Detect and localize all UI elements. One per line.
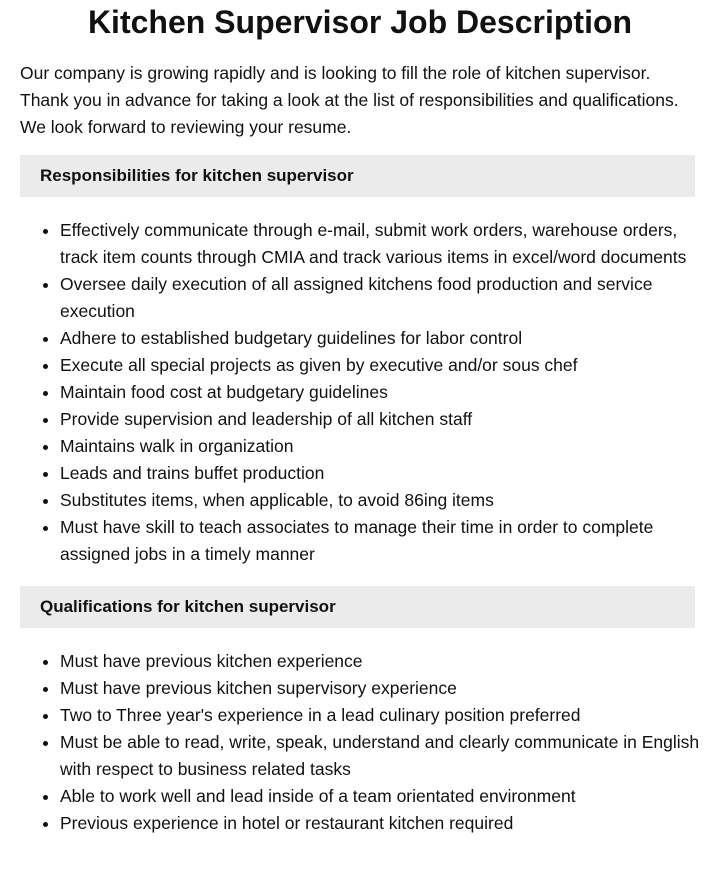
list-item: • Two to Three year's experience in a lead culinary position preferred xyxy=(60,702,700,729)
list-item: • Previous experience in hotel or restaurant kitchen required xyxy=(60,810,700,837)
list-item: • Leads and trains buffet production xyxy=(60,460,700,487)
list-item: • Able to work well and lead inside of a team orientated environment xyxy=(60,783,700,810)
list-item: • Execute all special projects as given by executive and/or sous chef xyxy=(60,352,700,379)
page-title: Kitchen Supervisor Job Description xyxy=(87,4,633,40)
list-item: • Provide supervision and leadership of all kitchen staff xyxy=(60,406,700,433)
list-item: • Adhere to established budgetary guidelines for labor control xyxy=(60,325,700,352)
list-item: • Substitutes items, when applicable, to avoid 86ing items xyxy=(60,487,700,514)
list-item: • Maintains walk in organization xyxy=(60,433,700,460)
list-item: • Must have previous kitchen experience xyxy=(60,648,700,675)
responsibilities-list xyxy=(20,217,700,568)
intro-paragraph: Our company is growing rapidly and is looking to fill the role of kitchen supervisor. Thank you in advance for taking a look at the list of responsibilities and qualifications. We look forward to reviewing your resume. xyxy=(20,63,679,137)
list-item: • Must be able to read, write, speak, understand and clearly communicate in English with respect to business related tasks xyxy=(60,729,700,783)
qualifications-list xyxy=(20,648,700,837)
list-item: • Oversee daily execution of all assigned kitchens food production and service execution xyxy=(60,271,700,325)
qualifications-heading: Qualifications for kitchen supervisor xyxy=(20,586,695,628)
responsibilities-heading: Responsibilities for kitchen supervisor xyxy=(20,155,695,197)
list-item: • Must have skill to teach associates to manage their time in order to complete assigned jobs in a timely manner xyxy=(60,514,700,568)
list-item: • Effectively communicate through e-mail, submit work orders, warehouse orders, track item counts through CMIA and track various items in excel/word documents xyxy=(60,217,700,271)
list-item: • Maintain food cost at budgetary guidelines xyxy=(60,379,700,406)
list-item: • Must have previous kitchen supervisory experience xyxy=(60,675,700,702)
